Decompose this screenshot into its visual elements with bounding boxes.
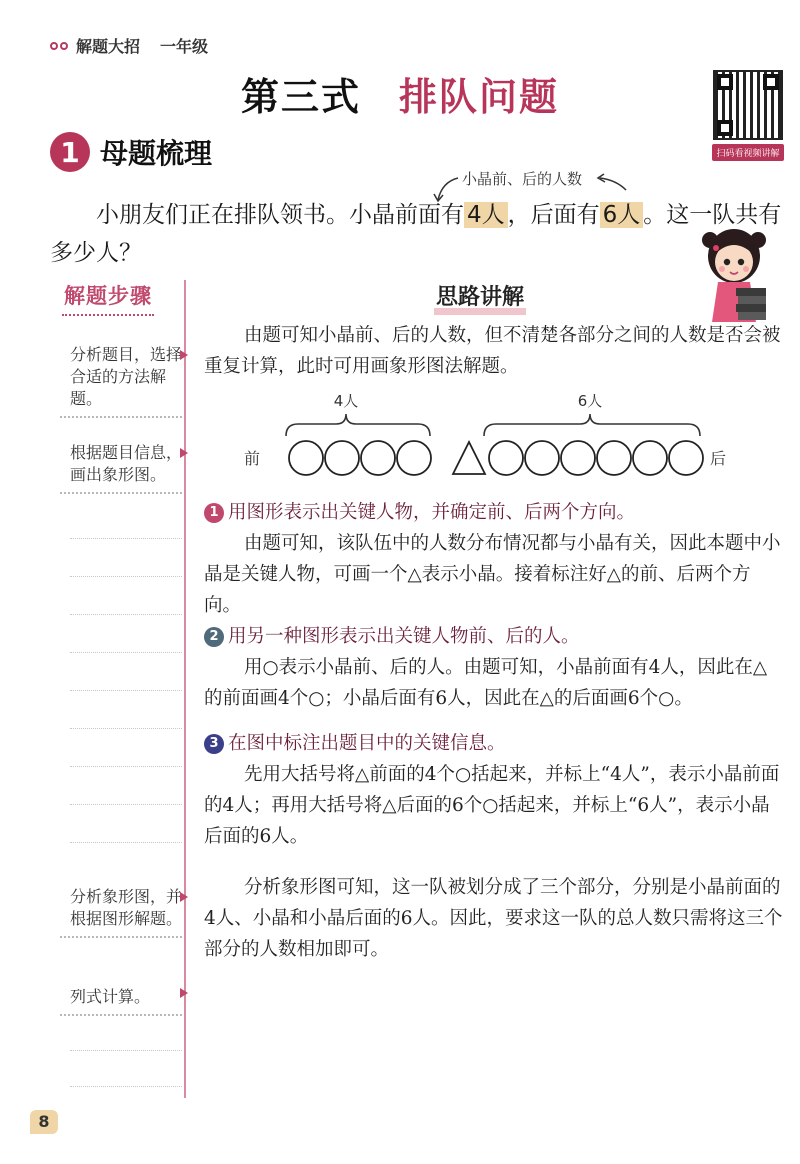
- girl-with-books-icon: [696, 226, 772, 326]
- divider: [70, 728, 182, 729]
- step-marker-icon: [180, 892, 188, 902]
- grade-label: 一年级: [160, 37, 209, 56]
- title-topic: 排队问题: [399, 75, 560, 119]
- person-circle: [669, 441, 703, 475]
- step-3-text: 先用大括号将△前面的4个○括起来，并标上“4人”，表示小晶前面的4人；再用大括号将△后面的6个○括起来，并标上“6人”，表示小晶后面的6人。: [204, 764, 780, 847]
- step-3-title: 在图中标注出题目中的关键信息。: [228, 733, 506, 754]
- person-circle: [525, 441, 559, 475]
- step-2-text: 用○表示小晶前、后的人。由题可知，小晶前面有4人，因此在△的前面画4个○；小晶后面有6人，因此在△的后面画6个○。: [204, 657, 768, 709]
- step-2: [204, 621, 784, 714]
- divider: [70, 1086, 182, 1087]
- section-heading: [50, 132, 212, 172]
- brand-name: 解题大招: [76, 37, 141, 56]
- step-1-number: 1: [204, 503, 224, 523]
- step-marker-icon: [180, 448, 188, 458]
- step-3: [204, 728, 784, 852]
- divider: [70, 1050, 182, 1051]
- step-1: [204, 497, 784, 621]
- qr-code-icon: [713, 70, 783, 140]
- steps-sidebar: [60, 280, 188, 1100]
- step-marker-icon: [180, 350, 188, 360]
- divider: [70, 766, 182, 767]
- highlight-front: 4人: [464, 202, 508, 228]
- intro-text: 由题可知小晶前、后的人数，但不清楚各部分之间的人数是否会被重复计算，此时可用画象形图法解题。: [204, 325, 781, 377]
- front-count-label: 4人: [333, 392, 359, 410]
- back-count-label: 6人: [577, 392, 603, 410]
- highlight-back: 6人: [600, 202, 644, 228]
- person-circle: [489, 441, 523, 475]
- step-2-number: 2: [204, 627, 224, 647]
- divider: [70, 690, 182, 691]
- sidebar-step: 分析题目，选择合适的方法解题。: [70, 345, 183, 408]
- book-brand: [50, 34, 208, 57]
- problem-statement: [50, 196, 790, 272]
- problem-text: ，后面有: [507, 202, 600, 228]
- person-circle: [289, 441, 323, 475]
- divider: [70, 842, 182, 843]
- step-3-number: 3: [204, 734, 224, 754]
- qr-code[interactable]: [712, 70, 784, 161]
- sidebar-step: 分析象形图，并根据图形解题。: [70, 887, 183, 928]
- sidebar-step: 列式计算。: [70, 986, 182, 1008]
- sidebar-step: 根据题目信息，画出象形图。: [70, 443, 183, 484]
- analysis-text: 分析象形图可知，这一队被划分成了三个部分，分别是小晶前面的4人、小晶和小晶后面的6人。因此，要求这一队的总人数只需将这三个部分的人数相加即可。: [204, 877, 783, 960]
- person-circle: [397, 441, 431, 475]
- front-brace: [286, 414, 430, 436]
- page-title: [0, 66, 800, 121]
- divider: [70, 538, 182, 539]
- person-circle: [325, 441, 359, 475]
- intro-paragraph: [204, 320, 784, 382]
- step-1-text: 由题可知，该队伍中的人数分布情况都与小晶有关，因此本题中小晶是关键人物，可画一个△表示小晶。接着标注好△的前、后两个方向。: [204, 533, 781, 616]
- divider: [70, 576, 182, 577]
- person-circle: [361, 441, 395, 475]
- brand-dots-icon: [50, 42, 68, 50]
- back-brace: [484, 414, 700, 436]
- title-chapter: 第三式: [240, 75, 361, 119]
- analysis-paragraph: [204, 872, 784, 965]
- divider: [70, 804, 182, 805]
- step-1-title: 用图形表示出关键人物，并确定前、后两个方向。: [228, 502, 636, 523]
- person-circle: [561, 441, 595, 475]
- back-direction-label: 后: [709, 449, 727, 468]
- step-2-title: 用另一种图形表示出关键人物前、后的人。: [228, 626, 580, 647]
- callout-label: 小晶前、后的人数: [462, 170, 583, 188]
- person-circle: [597, 441, 631, 475]
- sidebar-rail: [184, 280, 186, 1098]
- person-circle: [633, 441, 667, 475]
- section-number: 1: [50, 132, 90, 172]
- page-number: 8: [30, 1110, 58, 1134]
- divider: [70, 614, 182, 615]
- section-title: 母题梳理: [100, 137, 213, 170]
- qr-caption: 扫码看视频讲解: [712, 144, 784, 161]
- problem-text: 小朋友们正在排队领书。小晶前面有: [96, 202, 464, 228]
- divider: [70, 652, 182, 653]
- problem-text: 。这一队共有多少人？: [50, 202, 782, 266]
- subtitle: 思路讲解: [436, 280, 524, 311]
- step-marker-icon: [180, 988, 188, 998]
- front-direction-label: 前: [243, 449, 261, 468]
- pictogram-diagram: [240, 390, 740, 490]
- sidebar-title: 解题步骤: [64, 280, 152, 310]
- xiaojing-triangle: [453, 442, 485, 474]
